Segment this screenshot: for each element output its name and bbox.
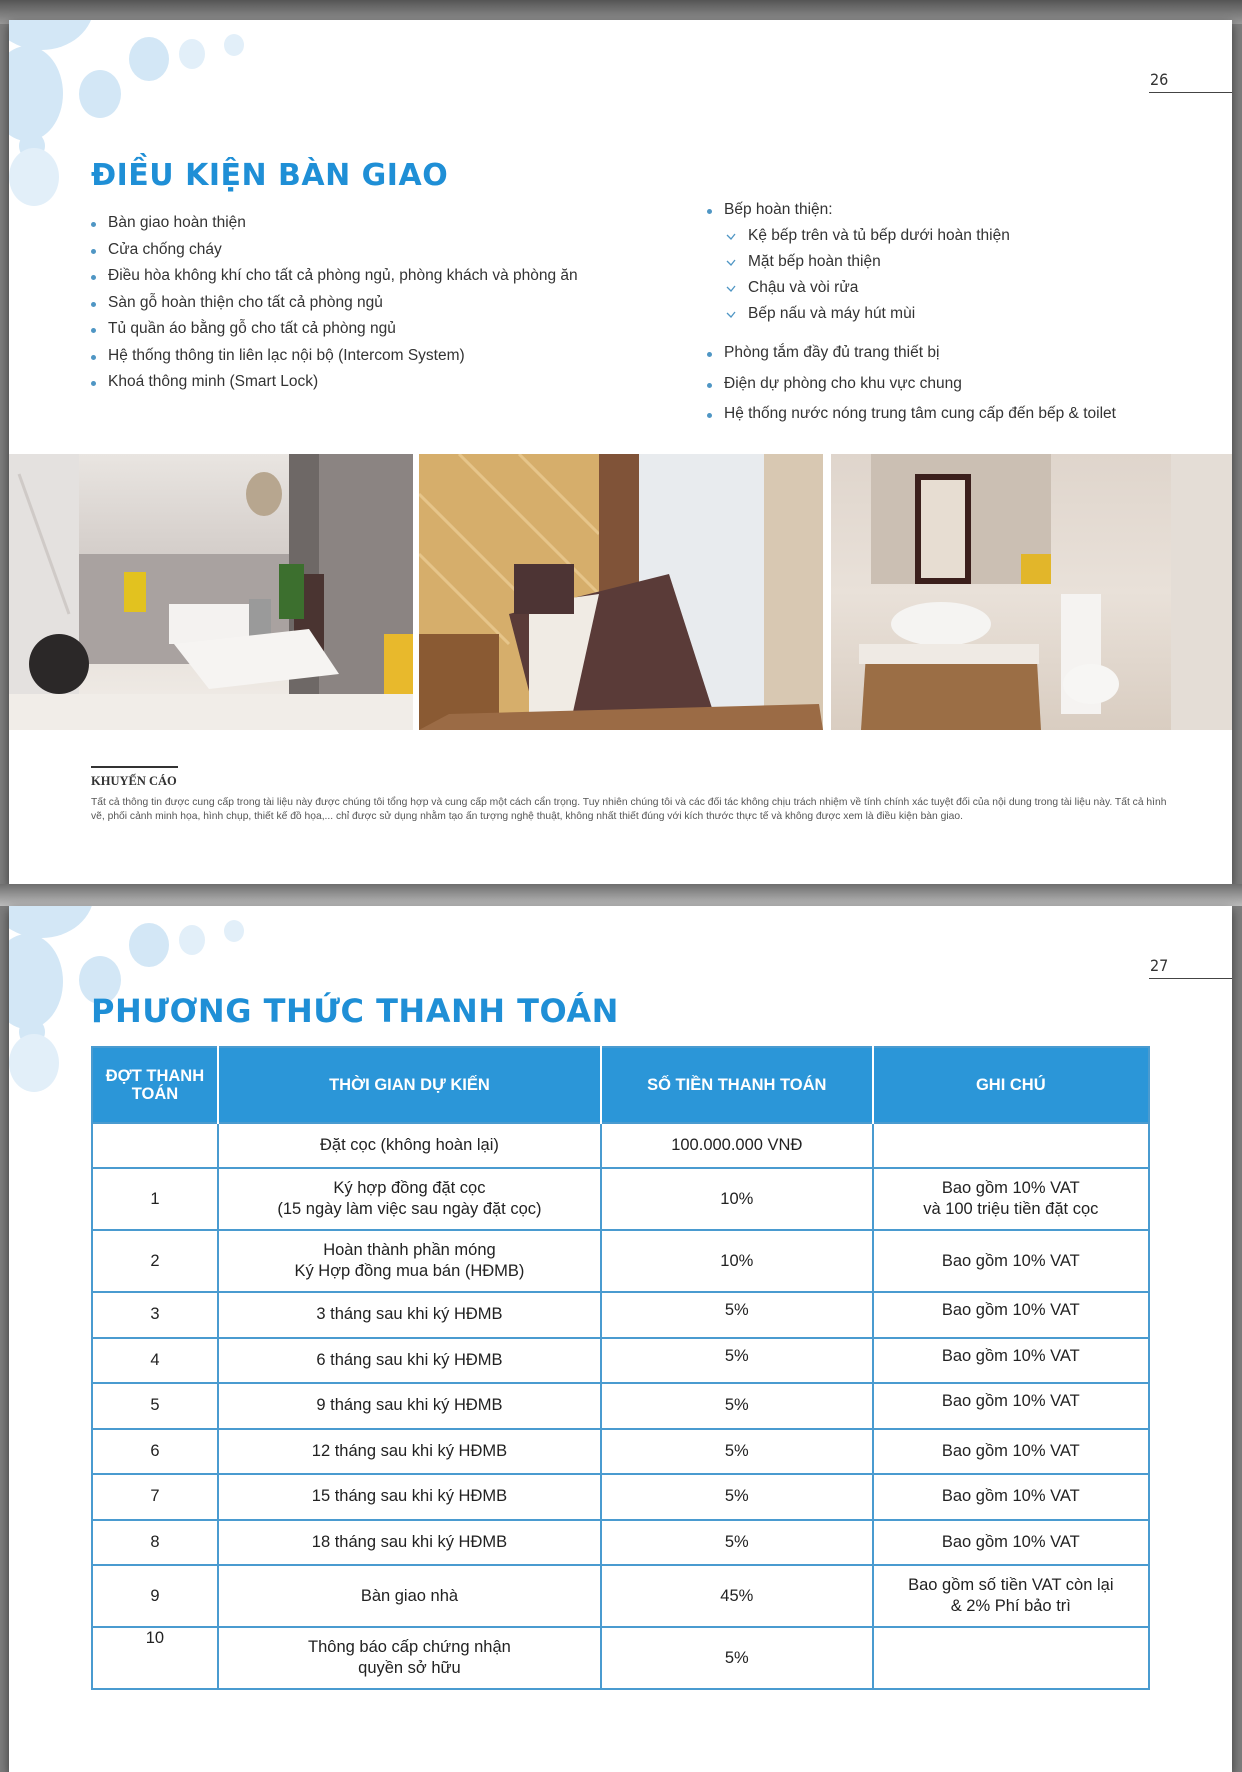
list-item (707, 405, 1116, 436)
list-item (91, 294, 578, 321)
sub-item-text: Kệ bếp trên và tủ bếp dưới hoàn thiện (748, 227, 1010, 244)
page-27 (9, 906, 1232, 1772)
page-gap (0, 884, 1242, 906)
bullet-icon (707, 352, 712, 357)
table-row (92, 1292, 1149, 1338)
list-item (91, 373, 578, 400)
column-header-ghi-chu: GHI CHÚ (873, 1047, 1149, 1123)
table-row (92, 1168, 1149, 1230)
disclaimer-text: Tất cả thông tin được cung cấp trong tài liệu này được chúng tôi tổng hợp và cung cấp một cách cẩn trọng. Tuy nhiên chúng tôi và các đối tác không chịu trách nhiệm về tính chính xác tuyệt đối của nội dung trong tài liệu này. Tất cả hình vẽ, phối cảnh minh họa, hình chụp, thiết kế đồ họa,... chỉ được sử dụng nhằm tạo ấn tượng nghệ thuật, không nhất thiết đúng với kích thước thực tế và không được xem là điều kiện bàn giao. (91, 797, 1167, 822)
list-item-text: Khoá thông minh (Smart Lock) (108, 373, 319, 390)
cell-thoi-gian: 18 tháng sau khi ký HĐMB (218, 1520, 601, 1566)
bullet-icon (91, 302, 96, 307)
cell-ghi-chu: Bao gồm 10% VAT (873, 1230, 1149, 1292)
list-item (91, 320, 578, 347)
cell-so-tien: 5% (601, 1627, 873, 1689)
cell-thoi-gian: 6 tháng sau khi ký HĐMB (218, 1338, 601, 1384)
page-number: 26 (1149, 70, 1232, 93)
bullet-icon (91, 249, 96, 254)
cell-so-tien: 45% (601, 1565, 873, 1627)
list-item (91, 214, 578, 241)
check-icon (726, 257, 736, 267)
list-item-text: Điều hòa không khí cho tất cả phòng ngủ, phòng khách và phòng ăn (108, 267, 578, 284)
table-row (92, 1230, 1149, 1292)
page-title: ĐIỀU KIỆN BÀN GIAO (91, 158, 449, 193)
cell-dot: 5 (92, 1383, 218, 1429)
bullet-icon (707, 383, 712, 388)
sub-item-text: Chậu và vòi rửa (748, 279, 859, 296)
cell-dot: 3 (92, 1292, 218, 1338)
list-item-text: Sàn gỗ hoàn thiện cho tất cả phòng ngủ (108, 293, 383, 311)
cell-dot: 1 (92, 1168, 218, 1230)
sub-item (707, 227, 1010, 253)
cell-so-tien: 5% (601, 1474, 873, 1520)
list-item-text: Điện dự phòng cho khu vực chung (724, 374, 962, 392)
bullet-icon (91, 275, 96, 280)
cell-thoi-gian: Hoàn thành phần móng Ký Hợp đồng mua bán (HĐMB) (218, 1230, 601, 1292)
cell-dot: 8 (92, 1520, 218, 1566)
cell-so-tien: 10% (601, 1168, 873, 1230)
cell-thoi-gian: 9 tháng sau khi ký HĐMB (218, 1383, 601, 1429)
list-item-kitchen (707, 201, 833, 225)
check-icon (726, 283, 736, 293)
page-26 (9, 20, 1232, 884)
bullet-icon (91, 355, 96, 360)
page-number: 27 (1149, 956, 1232, 979)
list-item (91, 347, 578, 374)
disclaimer-divider (91, 766, 178, 768)
cell-so-tien: 100.000.000 VNĐ (601, 1123, 873, 1168)
bullet-icon (707, 413, 712, 418)
cell-thoi-gian: Bàn giao nhà (218, 1565, 601, 1627)
table-row (92, 1520, 1149, 1566)
page-title: PHƯƠNG THỨC THANH TOÁN (91, 992, 619, 1030)
sub-item (707, 279, 1010, 305)
sub-item-text: Bếp nấu và máy hút mùi (748, 305, 916, 322)
list-item-text: Hệ thống nước nóng trung tâm cung cấp đến bếp & toilet (724, 405, 1116, 422)
cell-ghi-chu: Bao gồm 10% VAT và 100 triệu tiền đặt cọc (873, 1168, 1149, 1230)
column-header-dot: ĐỢT THANH TOÁN (92, 1047, 218, 1123)
table-row (92, 1383, 1149, 1429)
kitchen-sublist (707, 227, 1010, 331)
cell-dot (92, 1123, 218, 1168)
handover-list-right-more (707, 344, 1116, 436)
sub-item-text: Mặt bếp hoàn thiện (748, 253, 881, 270)
cell-dot: 2 (92, 1230, 218, 1292)
list-item (707, 344, 1116, 375)
sub-item (707, 305, 1010, 331)
list-item (707, 375, 1116, 406)
cell-dot: 10 (92, 1627, 218, 1689)
list-item (91, 241, 578, 268)
bullet-icon (91, 222, 96, 227)
cell-thoi-gian: Ký hợp đồng đặt cọc (15 ngày làm việc sau ngày đặt cọc) (218, 1168, 601, 1230)
photo-bathroom (831, 454, 1232, 730)
table-row (92, 1429, 1149, 1475)
cell-dot: 6 (92, 1429, 218, 1475)
table-header-row (92, 1047, 1149, 1123)
cell-dot: 4 (92, 1338, 218, 1384)
cell-ghi-chu: Bao gồm 10% VAT (873, 1338, 1149, 1384)
handover-list-right (707, 201, 833, 225)
list-item-text: Tủ quần áo bằng gỗ cho tất cả phòng ngủ (108, 320, 396, 337)
table-row (92, 1338, 1149, 1384)
cell-thoi-gian: Đặt cọc (không hoàn lại) (218, 1123, 601, 1168)
cell-ghi-chu: Bao gồm 10% VAT (873, 1383, 1149, 1429)
cell-thoi-gian: Thông báo cấp chứng nhận quyền sở hữu (218, 1627, 601, 1689)
bullet-icon (707, 209, 712, 214)
list-item (91, 267, 578, 294)
cell-ghi-chu: Bao gồm 10% VAT (873, 1429, 1149, 1475)
check-icon (726, 231, 736, 241)
cell-ghi-chu: Bao gồm số tiền VAT còn lại & 2% Phí bảo trì (873, 1565, 1149, 1627)
cell-so-tien: 10% (601, 1230, 873, 1292)
check-icon (726, 309, 736, 319)
list-item-text: Bếp hoàn thiện: (724, 201, 833, 218)
disclaimer-heading: KHUYẾN CÁO (91, 774, 177, 788)
photo-bedroom (419, 454, 823, 730)
bullet-icon (91, 381, 96, 386)
cell-thoi-gian: 15 tháng sau khi ký HĐMB (218, 1474, 601, 1520)
sub-item (707, 253, 1010, 279)
list-item-text: Bàn giao hoàn thiện (108, 214, 246, 231)
table-row (92, 1565, 1149, 1627)
cell-ghi-chu (873, 1123, 1149, 1168)
cell-so-tien: 5% (601, 1429, 873, 1475)
handover-list-left (91, 214, 578, 400)
list-item-text: Phòng tắm đầy đủ trang thiết bị (724, 344, 940, 361)
cell-so-tien: 5% (601, 1292, 873, 1338)
cell-ghi-chu: Bao gồm 10% VAT (873, 1474, 1149, 1520)
cell-ghi-chu: Bao gồm 10% VAT (873, 1292, 1149, 1338)
photo-kitchen-dining (9, 454, 413, 730)
cell-so-tien: 5% (601, 1383, 873, 1429)
interior-photos (9, 454, 1232, 730)
cell-so-tien: 5% (601, 1338, 873, 1384)
table-row (92, 1123, 1149, 1168)
list-item-text: Cửa chống cháy (108, 240, 222, 258)
table-row (92, 1627, 1149, 1689)
column-header-thoi-gian: THỜI GIAN DỰ KIẾN (218, 1047, 601, 1123)
cell-so-tien: 5% (601, 1520, 873, 1566)
cell-ghi-chu: Bao gồm 10% VAT (873, 1520, 1149, 1566)
table-row (92, 1474, 1149, 1520)
cell-dot: 9 (92, 1565, 218, 1627)
cell-ghi-chu (873, 1627, 1149, 1689)
payment-schedule-table (91, 1046, 1150, 1690)
cell-thoi-gian: 3 tháng sau khi ký HĐMB (218, 1292, 601, 1338)
list-item-text: Hệ thống thông tin liên lạc nội bộ (Intercom System) (108, 346, 465, 364)
column-header-so-tien: SỐ TIỀN THANH TOÁN (601, 1047, 873, 1123)
cell-dot: 7 (92, 1474, 218, 1520)
bullet-icon (91, 328, 96, 333)
cell-thoi-gian: 12 tháng sau khi ký HĐMB (218, 1429, 601, 1475)
